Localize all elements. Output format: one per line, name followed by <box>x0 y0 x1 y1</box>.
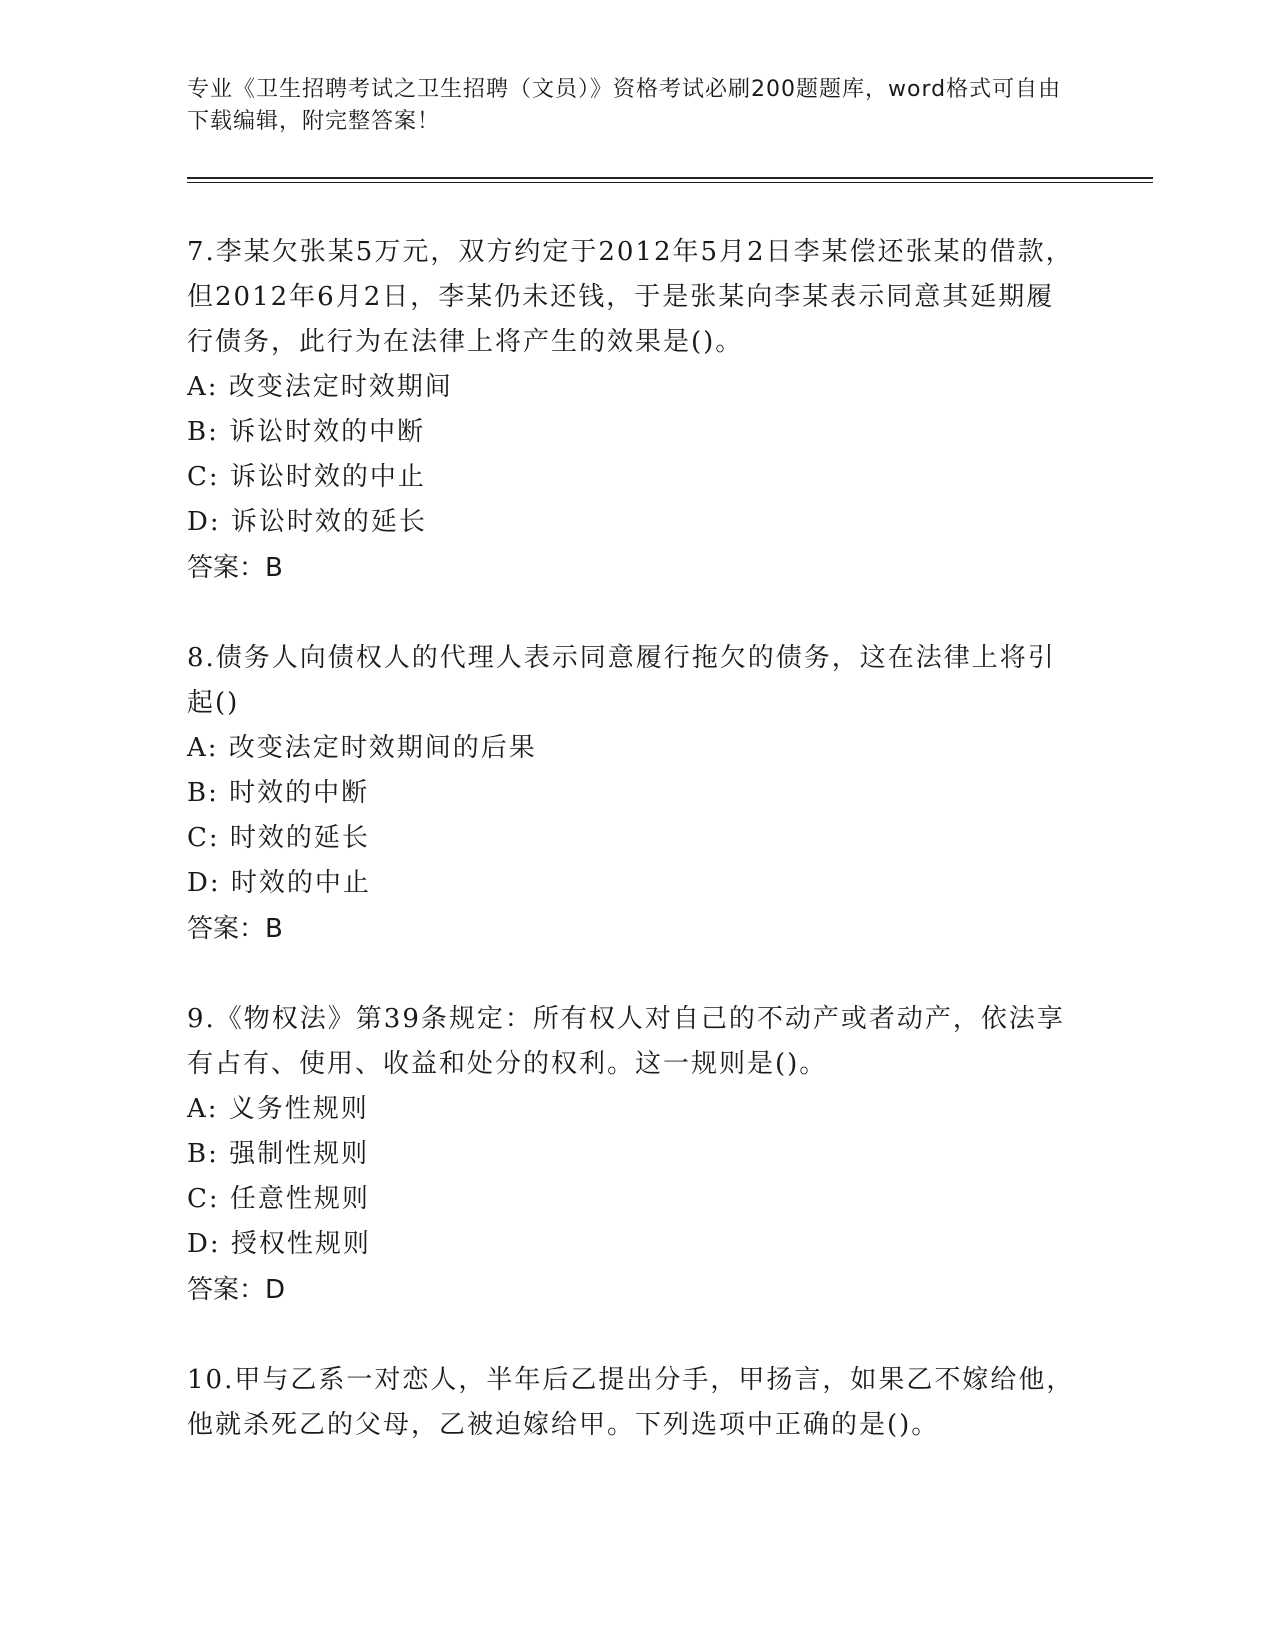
question-stem: 9.《物权法》第39条规定：所有权人对自己的不动产或者动产，依法享有占有、使用、收益和处分的权利。这一规则是()。 <box>187 1004 1065 1079</box>
option-c: C: 时效的延长 <box>187 823 370 853</box>
header-divider-top <box>187 177 1153 179</box>
answer-line: 答案：D <box>187 1275 286 1305</box>
option-a: A: 改变法定时效期间 <box>187 372 453 402</box>
question-stem: 10.甲与乙系一对恋人，半年后乙提出分手，甲扬言，如果乙不嫁给他，他就杀死乙的父母，乙被迫嫁给甲。下列选项中正确的是()。 <box>187 1365 1075 1440</box>
document-header-note: 专业《卫生招聘考试之卫生招聘（文员）》资格考试必刷200题题库，word格式可自由下载编辑，附完整答案！ <box>187 77 1062 134</box>
header-divider-bottom <box>187 182 1153 183</box>
option-b: B: 诉讼时效的中断 <box>187 417 426 447</box>
option-c: C: 诉讼时效的中止 <box>187 462 426 492</box>
question-10 <box>187 1358 1077 1448</box>
question-9 <box>187 997 1077 1313</box>
question-list <box>187 230 1077 1493</box>
question-7 <box>187 230 1077 591</box>
option-d: D: 授权性规则 <box>187 1229 371 1259</box>
option-d: D: 诉讼时效的延长 <box>187 507 427 537</box>
option-b: B: 时效的中断 <box>187 778 370 808</box>
answer-line: 答案：B <box>187 553 283 583</box>
option-a: A: 改变法定时效期间的后果 <box>187 733 537 763</box>
option-d: D: 时效的中止 <box>187 868 371 898</box>
question-stem: 7.李某欠张某5万元，双方约定于2012年5月2日李某偿还张某的借款，但2012年6月2日，李某仍未还钱，于是张某向李某表示同意其延期履行债务，此行为在法律上将产生的效果是()。 <box>187 237 1074 357</box>
answer-line: 答案：B <box>187 914 283 944</box>
question-stem: 8.债务人向债权人的代理人表示同意履行拖欠的债务，这在法律上将引起() <box>187 643 1056 718</box>
option-b: B: 强制性规则 <box>187 1139 370 1169</box>
option-a: A: 义务性规则 <box>187 1094 369 1124</box>
question-8 <box>187 636 1077 952</box>
option-c: C: 任意性规则 <box>187 1184 370 1214</box>
